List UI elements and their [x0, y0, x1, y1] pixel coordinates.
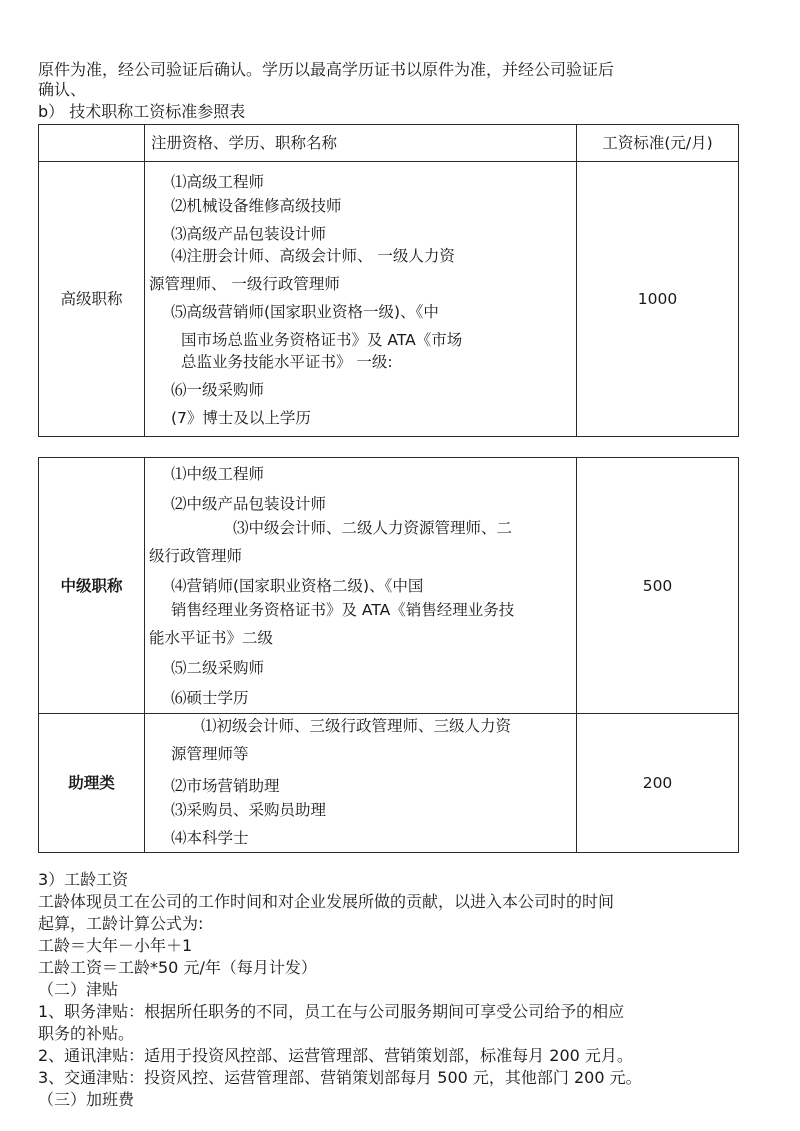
category-assistant: 助理类 — [39, 714, 145, 853]
allowance-item-3: 3、交通津贴：投资风控、运营管理部、营销策划部每月 500 元，其他部门 200 元。 — [38, 1068, 642, 1087]
list-item: ⑹一级采购师 — [171, 381, 265, 399]
list-item: 销售经理业务资格证书》及 ATA《销售经理业务技 — [171, 601, 515, 619]
list-item: ⑸二级采购师 — [171, 659, 265, 677]
qualification-list-senior — [145, 162, 577, 437]
allowance-heading: （二）津贴 — [38, 980, 119, 999]
category-senior: 高级职称 — [39, 162, 145, 437]
list-item: ⑵机械设备维修高级技师 — [171, 197, 342, 215]
table-row — [39, 714, 739, 853]
list-item: ⑶采购员、采购员助理 — [171, 801, 327, 819]
table-caption: b） 技术职称工资标准参照表 — [38, 102, 246, 121]
list-item: ⑵中级产品包装设计师 — [171, 495, 327, 513]
header-col-wage: 工资标准(元/月) — [577, 125, 739, 162]
list-item: 国市场总监业务资格证书》及 ATA《市场 — [181, 331, 463, 349]
list-item: ⑵市场营销助理 — [171, 777, 280, 795]
list-item: ⑷本科学士 — [171, 829, 249, 847]
table-row — [39, 162, 739, 437]
list-item: (7》博士及以上学历 — [171, 409, 311, 427]
list-item: 能水平证书》二级 — [149, 629, 274, 647]
table-row — [39, 458, 739, 714]
intro-line-2: 确认、 — [38, 80, 87, 99]
list-item: ⑴高级工程师 — [171, 173, 265, 191]
seniority-heading: 3）工龄工资 — [38, 870, 129, 889]
header-col-qualification: 注册资格、学历、职称名称 — [145, 125, 577, 162]
wage-table-senior — [38, 124, 739, 437]
list-item: ⑶高级产品包装设计师 — [171, 225, 327, 243]
seniority-formula-1: 工龄＝大年－小年＋1 — [38, 936, 193, 955]
allowance-item-2: 2、通讯津贴：适用于投资风控部、运营管理部、营销策划部，标准每月 200 元月。 — [38, 1046, 633, 1065]
list-item: ⑶中级会计师、二级人力资源管理师、二 — [233, 519, 513, 537]
category-middle: 中级职称 — [39, 458, 145, 714]
list-item: ⑹硕士学历 — [171, 689, 249, 707]
list-item: ⑷营销师(国家职业资格二级)、《中国 — [171, 577, 424, 595]
list-item: ⑸高级营销师(国家职业资格一级)、《中 — [171, 303, 439, 321]
wage-assistant: 200 — [577, 714, 739, 853]
list-item: 总监业务技能水平证书》 一级: — [181, 353, 393, 371]
seniority-formula-2: 工龄工资＝工龄*50 元/年（每月计发） — [38, 958, 317, 977]
list-item: ⑴初级会计师、三级行政管理师、三级人力资 — [201, 717, 512, 735]
allowance-item-1: 1、职务津贴：根据所任职务的不同，员工在与公司服务期间可享受公司给予的相应 — [38, 1002, 625, 1021]
list-item: 级行政管理师 — [149, 547, 243, 565]
list-item: 源管理师等 — [171, 745, 249, 763]
list-item: 源管理师、 一级行政管理师 — [149, 275, 340, 293]
qualification-list-middle — [145, 458, 577, 714]
wage-table-middle-assistant — [38, 457, 739, 853]
list-item: ⑷注册会计师、高级会计师、 一级人力资 — [171, 247, 455, 265]
header-col-category — [39, 125, 145, 162]
seniority-paragraph-1: 工龄体现员工在公司的工作时间和对企业发展所做的贡献，以进入本公司时的时间 — [38, 892, 615, 911]
table-header-row — [39, 125, 739, 162]
seniority-paragraph-2: 起算，工龄计算公式为: — [38, 914, 204, 933]
wage-senior: 1000 — [577, 162, 739, 437]
qualification-list-assistant — [145, 714, 577, 853]
intro-line-1: 原件为准，经公司验证后确认。学历以最高学历证书以原件为准，并经公司验证后 — [38, 60, 615, 79]
allowance-item-1-cont: 职务的补贴。 — [38, 1024, 135, 1043]
overtime-heading: （三）加班费 — [38, 1090, 135, 1109]
wage-middle: 500 — [577, 458, 739, 714]
list-item: ⑴中级工程师 — [171, 465, 265, 483]
